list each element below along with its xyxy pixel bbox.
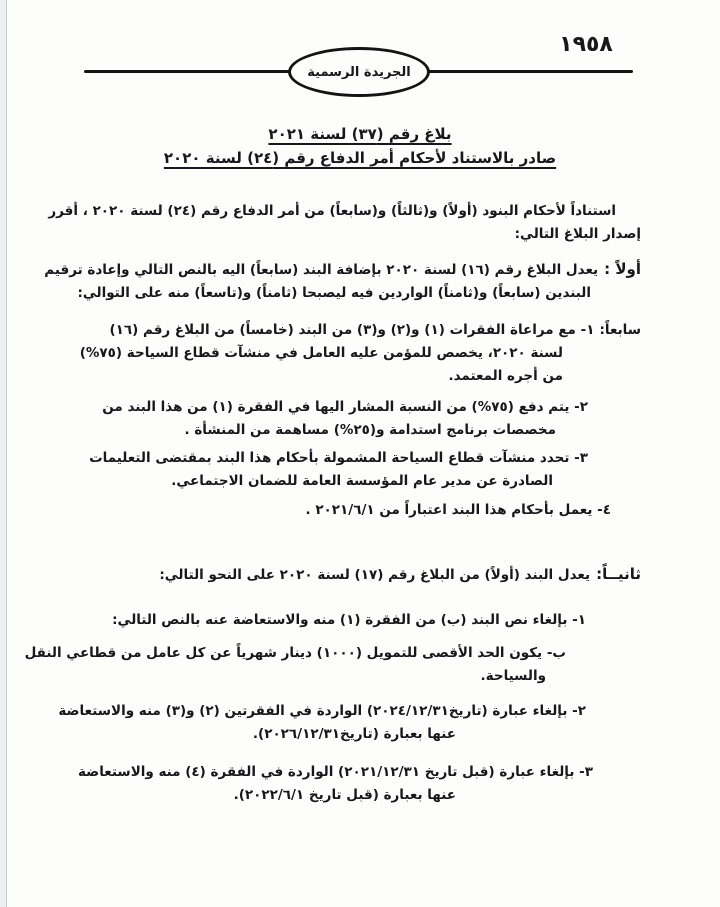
page-header <box>0 0 720 112</box>
intro-line-2: إصدار البلاغ التالي: <box>514 226 641 242</box>
notice-title: بلاغ رقم (٣٧) لسنة ٢٠٢١ <box>268 125 452 143</box>
clause-second-item1-line-1: ١- بإلغاء نص البند (ب) من الفقرة (١) منه والاستعاضة عنه بالنص التالي: <box>112 612 586 628</box>
page-number: ١٩٥٨ <box>559 32 613 57</box>
clause-seventh-item2-line-1: ٢- يتم دفع (٧٥%) من النسبة المشار اليها في الفقرة (١) من هذا البند من <box>102 399 588 415</box>
notice-body <box>24 200 641 807</box>
clause-second-item3-line-1: ٣- بإلغاء عبارة (قبل تاريخ ٢٠٢١/١٢/٣١) الواردة في الفقرة (٤) منه والاستعاضة <box>77 764 593 780</box>
notice-subtitle: صادر بالاستناد لأحكام أمر الدفاع رقم (٢٤) لسنة ٢٠٢٠ <box>163 149 557 167</box>
clause-second-item3-line-2: عنها بعبارة (قبل تاريخ ٢٠٢٢/٦/١). <box>233 787 456 803</box>
clause-first-line-2: البندين (سابعاً) و(ثامناً) الواردين فيه ليصبحا (ثامناً) و(تاسعاً) منه على التوالي: <box>77 285 591 301</box>
gazette-badge-label: الجريدة الرسمية <box>307 64 411 80</box>
intro-line-1: استناداً لأحكام البنود (أولاً) و(ثالثاً) و(سابعاً) من أمر الدفاع رقم (٢٤) لسنة ٢٠٢٠ ، أقرر <box>48 203 616 219</box>
notice-title-block <box>0 122 720 170</box>
clause-seventh-item2-line-2: مخصصات برنامج استدامة و(٢٥%) مساهمة من المنشأة . <box>184 422 556 438</box>
clause-seventh-item4-line-1: ٤- يعمل بأحكام هذا البند اعتباراً من ٢٠٢١/٦/١ . <box>305 502 611 518</box>
clause-seventh-item1-line-1 <box>40 319 641 342</box>
clause-seventh-item3-line-1: ٣- تحدد منشآت قطاع السياحة المشمولة بأحكام هذا البند بمقتضى التعليمات <box>89 450 588 466</box>
clause-seventh-item3-line-2: الصادرة عن مدير عام المؤسسة العامة للضمان الاجتماعي. <box>171 473 553 489</box>
clause-second-item2-line-1: ٢- بإلغاء عبارة (تاريخ٢٠٢٤/١٢/٣١) الواردة في الفقرتين (٢) و(٣) منه والاستعاضة <box>58 703 586 719</box>
clause-first-label: أولاً : <box>604 260 641 278</box>
gazette-badge <box>288 47 430 97</box>
clause-seventh-item1-text: ١- مع مراعاة الفقرات (١) و(٢) و(٣) من البند (خامساً) من البلاغ رقم (١٦) <box>109 322 595 338</box>
clause-seventh-item1-line-2: لسنة ٢٠٢٠، يخصص للمؤمن عليه العامل في منشآت قطاع السياحة (٧٥%) <box>79 345 563 361</box>
clause-first-line-1 <box>40 258 641 282</box>
clause-second-label: ثانيــاً: <box>596 565 641 583</box>
clause-second-itemB-line-1: ب- يكون الحد الأقصى للتمويل (١٠٠٠) دينار شهرياً عن كل عامل من قطاعي النقل <box>24 645 566 661</box>
clause-second-text: يعدل البند (أولاً) من البلاغ رقم (١٧) لسنة ٢٠٢٠ على النحو التالي: <box>159 567 591 583</box>
clause-second-item2-line-2: عنها بعبارة (تاريخ٢٠٢٦/١٢/٣١). <box>252 726 456 742</box>
clause-seventh-item1-line-3: من أجره المعتمد. <box>448 368 563 384</box>
clause-first-text: يعدل البلاغ رقم (١٦) لسنة ٢٠٢٠ بإضافة البند (سابعاً) اليه بالنص التالي وإعادة ترقيم <box>44 262 599 278</box>
scan-page-edge <box>0 0 7 907</box>
clause-second-itemB-line-2: والسياحة. <box>480 668 546 684</box>
clause-seventh-label: سابعاً: <box>599 322 641 338</box>
clause-second-line-1 <box>40 563 641 587</box>
